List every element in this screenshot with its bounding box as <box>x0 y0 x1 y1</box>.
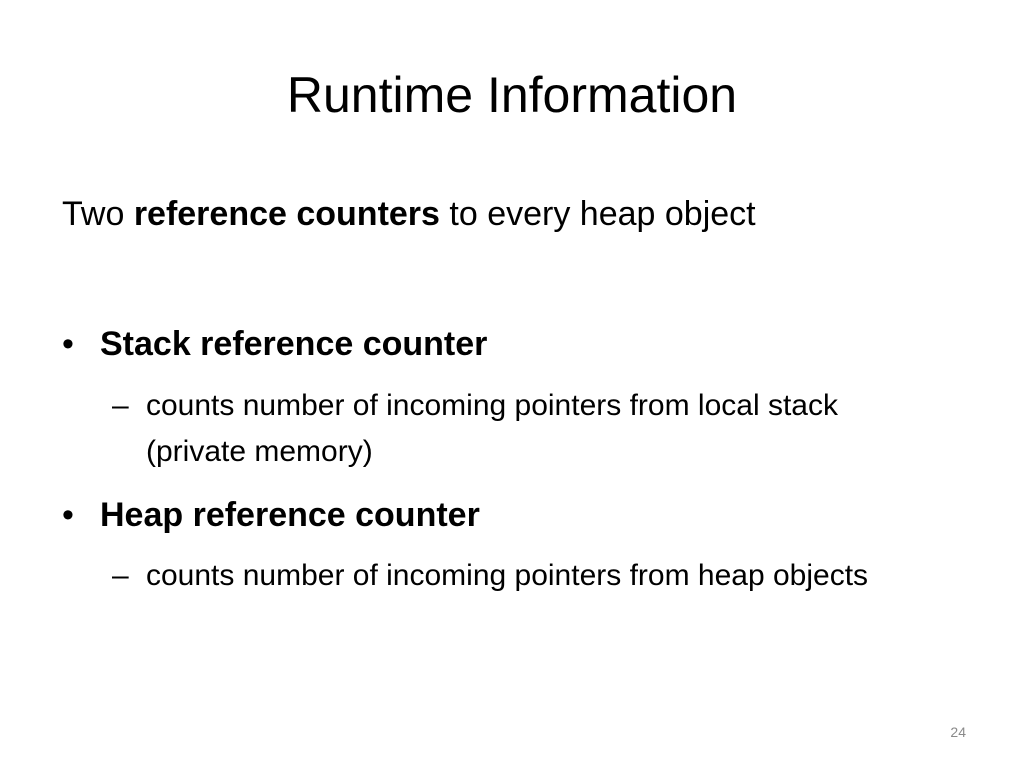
intro-text <box>62 192 756 236</box>
sub-bullet-text: counts number of incoming pointers from heap objects <box>146 559 869 592</box>
bullet-marker: • <box>62 496 74 534</box>
intro-text-after: to every heap object <box>439 195 756 233</box>
sub-bullet-marker: – <box>112 559 129 592</box>
bullet-stack-reference-counter <box>62 322 487 366</box>
sub-bullet-text: counts number of incoming pointers from local stack (private memory) <box>146 389 838 468</box>
page-number: 24 <box>950 724 966 740</box>
intro-text-before: Two <box>62 195 134 233</box>
bullet-heading: Stack reference counter <box>100 325 488 363</box>
slide-title: Runtime Information <box>286 67 738 123</box>
intro-text-bold: reference counters <box>133 195 440 233</box>
sub-bullet-marker: – <box>112 389 129 422</box>
bullet-heading: Heap reference counter <box>100 496 480 534</box>
sub-bullet-stack <box>112 383 932 475</box>
bullet-heap-reference-counter <box>62 493 480 537</box>
bullet-marker: • <box>62 325 74 363</box>
sub-bullet-heap <box>112 553 932 599</box>
